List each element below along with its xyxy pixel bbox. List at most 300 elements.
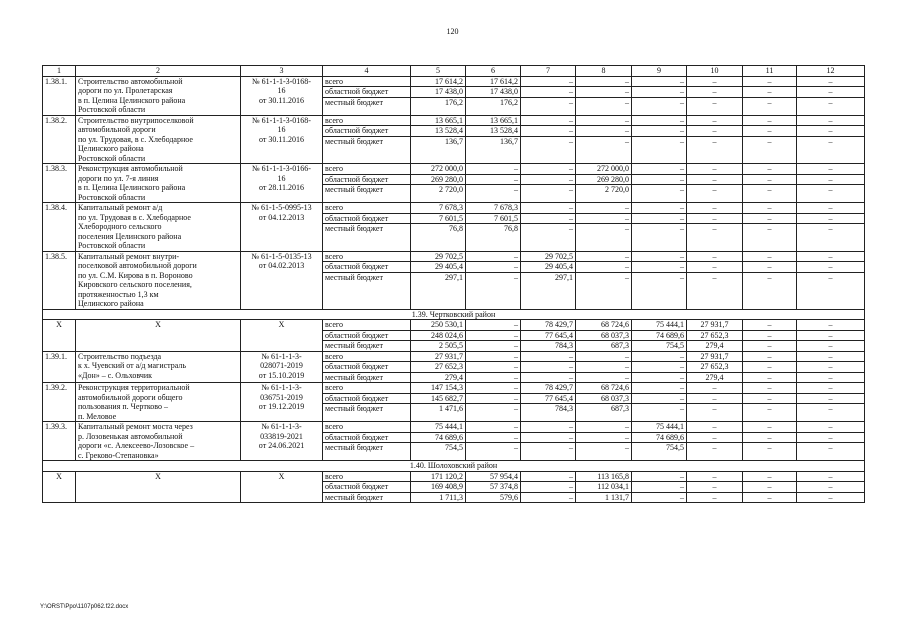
expertise-document [241,383,323,422]
amount-cell [743,471,797,503]
row-number: 1.39.1. [43,351,76,383]
amount-value: 78 429,7 [545,320,573,329]
amount-value: 176,2 [411,97,465,108]
amount-value: 754,5 [411,442,465,453]
text-line: Ростовской области [78,105,146,114]
amount-cell [411,76,466,115]
amount-value: – [712,251,717,261]
amount-value: 279,4 [687,340,742,351]
amount-value: – [797,372,864,383]
text-line: Строительство внутрипоселковой [78,115,194,125]
amount-cell [466,203,521,252]
funding-source: местный бюджет [323,340,410,351]
amount-value: – [767,251,772,261]
amount-value: 272 000,0 [431,164,463,173]
funding-source: областной бюджет [323,330,410,341]
amount-value: 147 154,3 [431,383,463,392]
amount-value: – [466,184,520,195]
amount-value: 113 165,8 [597,471,629,481]
amount-value: – [767,471,772,481]
amount-value: – [514,351,518,361]
amount-cell [411,164,466,203]
amount-value: – [576,125,631,136]
amount-value: 272 000,0 [597,164,629,173]
amount-value: 77 645,4 [521,393,575,404]
amount-value: – [828,164,833,173]
amount-cell [743,164,797,203]
amount-cell [687,320,743,352]
amount-value: 2 720,0 [576,184,631,195]
amount-value: 297,1 [411,272,465,283]
amount-value: – [680,471,684,481]
amount-value: 145 682,7 [411,393,465,404]
amount-value: 7 601,5 [466,213,520,224]
amount-cell [743,383,797,422]
amount-value: 75 444,1 [656,320,684,329]
district-header-row [43,461,865,472]
amount-value: – [797,97,864,108]
amount-cell [466,383,521,422]
amount-value: – [797,272,864,283]
funding-source-cell [323,203,411,252]
amount-cell [521,251,576,309]
amount-value: 248 024,6 [411,330,465,341]
district-total-row [43,320,865,352]
amount-value: – [797,261,864,272]
amount-value: – [466,340,520,351]
text-line: пользования п. Чертково – [78,402,169,411]
table-row [43,422,865,461]
amount-value: – [797,223,864,234]
amount-value: – [828,383,833,392]
funding-source: местный бюджет [323,492,410,503]
amount-value: – [632,481,686,492]
amount-value: – [743,223,796,234]
funding-source: областной бюджет [323,261,410,272]
text-line: п. Меловое [78,411,117,421]
amount-cell [576,76,632,115]
amount-cell [466,471,521,503]
amount-value: – [797,442,864,453]
amount-value: – [521,361,575,372]
amount-cell [521,164,576,203]
object-name [76,383,241,422]
amount-cell [687,251,743,309]
amount-value: – [625,203,629,212]
amount-value: – [576,442,631,453]
amount-value: 78 429,7 [545,383,573,392]
column-number: 7 [521,66,576,77]
amount-value: – [687,184,742,195]
funding-source: местный бюджет [323,372,410,383]
district-header-row [43,309,865,320]
amount-cell [687,383,743,422]
table-row [43,351,865,383]
amount-value: – [743,86,796,97]
amount-value: – [743,272,796,283]
amount-value: 112 034,1 [576,481,631,492]
amount-value: – [743,125,796,136]
amount-value: – [828,471,833,481]
amount-value: 2 505,5 [411,340,465,351]
amount-cell [632,422,687,461]
amount-value: – [712,422,717,431]
total-marker: Х [43,320,76,352]
amount-cell [466,320,521,352]
amount-cell [632,351,687,383]
amount-value: – [687,261,742,272]
amount-cell [632,115,687,164]
table-row [43,164,865,203]
text-line: дороги «с. Алексеево-Лозовское – [78,441,195,450]
funding-source: местный бюджет [323,272,410,283]
text-line: с. Греково-Степановка» [78,450,159,460]
amount-value: – [797,393,864,404]
amount-cell [687,203,743,252]
amount-value: – [687,403,742,414]
amount-value: 13 665,1 [435,115,463,125]
amount-value: 1 711,3 [411,492,465,503]
amount-value: – [632,174,686,185]
expertise-document [241,351,323,383]
funding-source: областной бюджет [323,393,410,404]
amount-value: – [632,184,686,195]
row-number: 1.38.4. [43,203,76,252]
amount-value: 687,3 [576,340,631,351]
amount-value: 7 601,5 [411,213,465,224]
text-line: 036751-2019 [260,392,303,402]
amount-cell [687,471,743,503]
amount-value: – [797,125,864,136]
amount-cell [632,76,687,115]
row-number: 1.38.1. [43,76,76,115]
amount-cell [411,115,466,164]
text-line: к х. Чуевский от а/д магистраль [78,361,187,370]
amount-value: – [680,76,684,86]
text-line: по ул. С.М. Кирова в п. Вороново [78,270,193,280]
column-number: 11 [743,66,797,77]
amount-value: 279,4 [687,372,742,383]
amount-value: 29 405,4 [521,261,575,272]
amount-value: – [797,213,864,224]
amount-value: – [680,203,684,212]
row-number: 1.38.2. [43,115,76,164]
district-title: 1.39. Чертковский район [43,309,865,320]
amount-value: – [466,393,520,404]
amount-value: – [632,361,686,372]
amount-cell [743,76,797,115]
amount-cell [632,383,687,422]
amount-value: – [514,251,518,261]
amount-cell [521,351,576,383]
amount-value: 76,8 [466,223,520,234]
amount-cell [632,251,687,309]
funding-source: областной бюджет [323,174,410,185]
amount-value: 27 652,3 [411,361,465,372]
amount-value: – [712,115,717,125]
amount-value: – [687,174,742,185]
amount-value: – [521,432,575,443]
amount-value: – [576,136,631,147]
amount-value: – [767,422,772,431]
funding-source: всего [325,164,344,173]
expertise-document [241,203,323,252]
funding-source: всего [325,320,344,329]
funding-source-cell [323,471,411,503]
amount-value: 136,7 [411,136,465,147]
amount-value: – [687,223,742,234]
amount-value: – [797,481,864,492]
text-line: от 04.12.2013 [258,212,305,222]
amount-cell [521,471,576,503]
text-line: Ростовской области [78,192,146,202]
text-line: от 04.02.2013 [258,261,305,270]
amount-value: 29 702,5 [545,251,573,261]
object-name [76,115,241,164]
text-line: в п. Целина Целинского района [78,183,186,192]
amount-value: – [767,320,772,329]
funding-source-cell [323,383,411,422]
amount-value: – [680,351,684,361]
amount-value: – [466,432,520,443]
total-marker: Х [241,471,323,503]
amount-value: – [576,361,631,372]
amount-value: – [797,340,864,351]
amount-value: – [576,372,631,383]
object-name [76,164,241,203]
amount-value: – [712,76,717,86]
amount-cell [797,471,865,503]
expertise-document [241,164,323,203]
amount-value: – [632,272,686,283]
column-number: 2 [76,66,241,77]
amount-value: – [687,125,742,136]
amount-value: – [712,203,717,212]
amount-cell [521,383,576,422]
column-number-header [43,66,865,77]
amount-value: – [521,184,575,195]
amount-value: – [797,174,864,185]
amount-value: 2 720,0 [411,184,465,195]
text-line: № 61-1-5-0995-13 [251,203,312,212]
amount-value: 13 528,4 [411,125,465,136]
amount-value: – [569,164,573,173]
expertise-document [241,76,323,115]
amount-value: 250 530,1 [431,320,463,329]
row-number: 1.39.3. [43,422,76,461]
funding-source: областной бюджет [323,361,410,372]
amount-value: – [743,492,796,503]
amount-cell [743,422,797,461]
amount-value: – [466,442,520,453]
amount-cell [521,115,576,164]
amount-value: – [680,383,684,392]
amount-value: – [828,320,833,329]
row-number: 1.38.5. [43,251,76,309]
text-line: Строительство автомобильной [78,76,183,86]
amount-value: 687,3 [576,403,631,414]
amount-value: – [828,203,833,212]
table-row [43,251,865,309]
amount-cell [687,422,743,461]
amount-value: – [680,251,684,261]
object-name [76,76,241,115]
amount-value: – [797,330,864,341]
page-number: 120 [446,27,459,36]
text-line: Капитальный ремонт а/д [78,203,163,212]
funding-source-cell [323,351,411,383]
funding-source: областной бюджет [323,481,410,492]
column-number: 8 [576,66,632,77]
amount-value: 13 665,1 [490,115,518,125]
amount-cell [687,76,743,115]
amount-value: 17 614,2 [435,76,463,86]
amount-value: – [466,361,520,372]
amount-value: – [569,115,573,125]
column-number: 1 [43,66,76,77]
funding-source: местный бюджет [323,403,410,414]
text-line: от 19.12.2019 [258,402,305,411]
amount-value: – [466,372,520,383]
amount-value: – [687,97,742,108]
text-line: Ростовской области [78,153,146,163]
amount-value: – [687,492,742,503]
amount-value: 754,5 [632,442,686,453]
amount-cell [743,251,797,309]
amount-value: 176,2 [466,97,520,108]
amount-value: – [743,330,796,341]
text-line: № 61-1-1-3- [261,351,302,361]
amount-cell [411,251,466,309]
text-line: автомобильной дороги [78,125,156,134]
amount-value: 74 689,6 [632,432,686,443]
text-line: № 61-1-1-3-0166- [252,164,311,173]
text-line: протяженностью 1,3 км [78,289,159,299]
total-marker: Х [76,471,241,503]
amount-cell [687,115,743,164]
district-total-row [43,471,865,503]
amount-value: – [828,351,833,361]
amount-value: – [687,136,742,147]
amount-value: 74 689,6 [632,330,686,341]
text-line: от 24.06.2021 [258,441,305,450]
amount-value: – [687,393,742,404]
text-line: № 61-1-1-3-0168- [252,76,311,86]
row-number: 1.39.2. [43,383,76,422]
amount-cell [797,251,865,309]
amount-cell [411,320,466,352]
amount-value: – [797,361,864,372]
funding-source-cell [323,422,411,461]
amount-cell [632,203,687,252]
amount-value: – [576,432,631,443]
amount-value: 7 678,3 [494,203,518,212]
column-number: 3 [241,66,323,77]
amount-cell [411,351,466,383]
text-line: Капитальный ремонт внутри- [78,251,180,261]
amount-cell [411,383,466,422]
text-line: 028071-2019 [260,361,303,370]
text-line: в п. Целина Целинского района [78,95,186,105]
amount-value: 57 374,8 [466,481,520,492]
funding-source: всего [325,471,344,481]
amount-value: – [797,86,864,97]
amount-value: – [632,492,686,503]
amount-value: 17 614,2 [490,76,518,86]
total-marker: Х [76,320,241,352]
amount-value: 75 444,1 [656,422,684,431]
text-line: Целинского района [78,299,144,308]
funding-source: областной бюджет [323,86,410,97]
text-line: № 61-1-5-0135-13 [251,251,312,261]
amount-value: – [743,174,796,185]
amount-value: – [466,261,520,272]
amount-value: – [687,86,742,97]
amount-value: – [514,320,518,329]
funding-source: всего [325,383,344,392]
amount-cell [466,251,521,309]
amount-value: – [743,393,796,404]
amount-value: – [828,115,833,125]
object-name [76,351,241,383]
text-line: Реконструкция автомобильной [78,164,183,173]
amount-value: 1 471,6 [411,403,465,414]
table-row [43,383,865,422]
funding-source: местный бюджет [323,223,410,234]
amount-value: 269 280,0 [576,174,631,185]
amount-value: 27 652,3 [687,361,742,372]
text-line: 033819-2021 [260,431,303,441]
amount-value: – [743,184,796,195]
amount-value: – [712,383,717,392]
expertise-document [241,251,323,309]
amount-value: – [569,203,573,212]
column-number: 12 [797,66,865,77]
amount-value: – [569,471,573,481]
text-line: Реконструкция территориальной [78,383,190,392]
text-line: Кировского сельского поселения, [78,280,192,289]
expertise-document [241,115,323,164]
amount-value: 68 724,6 [601,320,629,329]
funding-source: всего [325,251,344,261]
funding-source: всего [325,203,344,212]
amount-value: – [743,97,796,108]
amount-cell [797,76,865,115]
amount-value: – [632,223,686,234]
amount-value: 579,6 [466,492,520,503]
amount-value: – [797,432,864,443]
amount-value: 169 408,9 [411,481,465,492]
text-line: по ул. Трудовая в с. Хлебодарное [78,212,191,222]
amount-value: – [576,97,631,108]
text-line: поселения Целинского района [78,231,182,241]
amount-value: – [514,164,518,173]
amount-value: 784,3 [521,403,575,414]
amount-value: – [632,136,686,147]
amount-cell [576,351,632,383]
amount-value: – [767,351,772,361]
funding-source-cell [323,164,411,203]
amount-value: 754,5 [632,340,686,351]
amount-value: 27 931,7 [700,320,729,329]
funding-source: всего [325,422,344,431]
amount-value: – [712,471,717,481]
amount-cell [466,115,521,164]
amount-value: – [569,422,573,431]
text-line: Ростовской области [78,241,146,250]
amount-value: – [767,76,772,86]
funding-source: всего [325,115,344,125]
